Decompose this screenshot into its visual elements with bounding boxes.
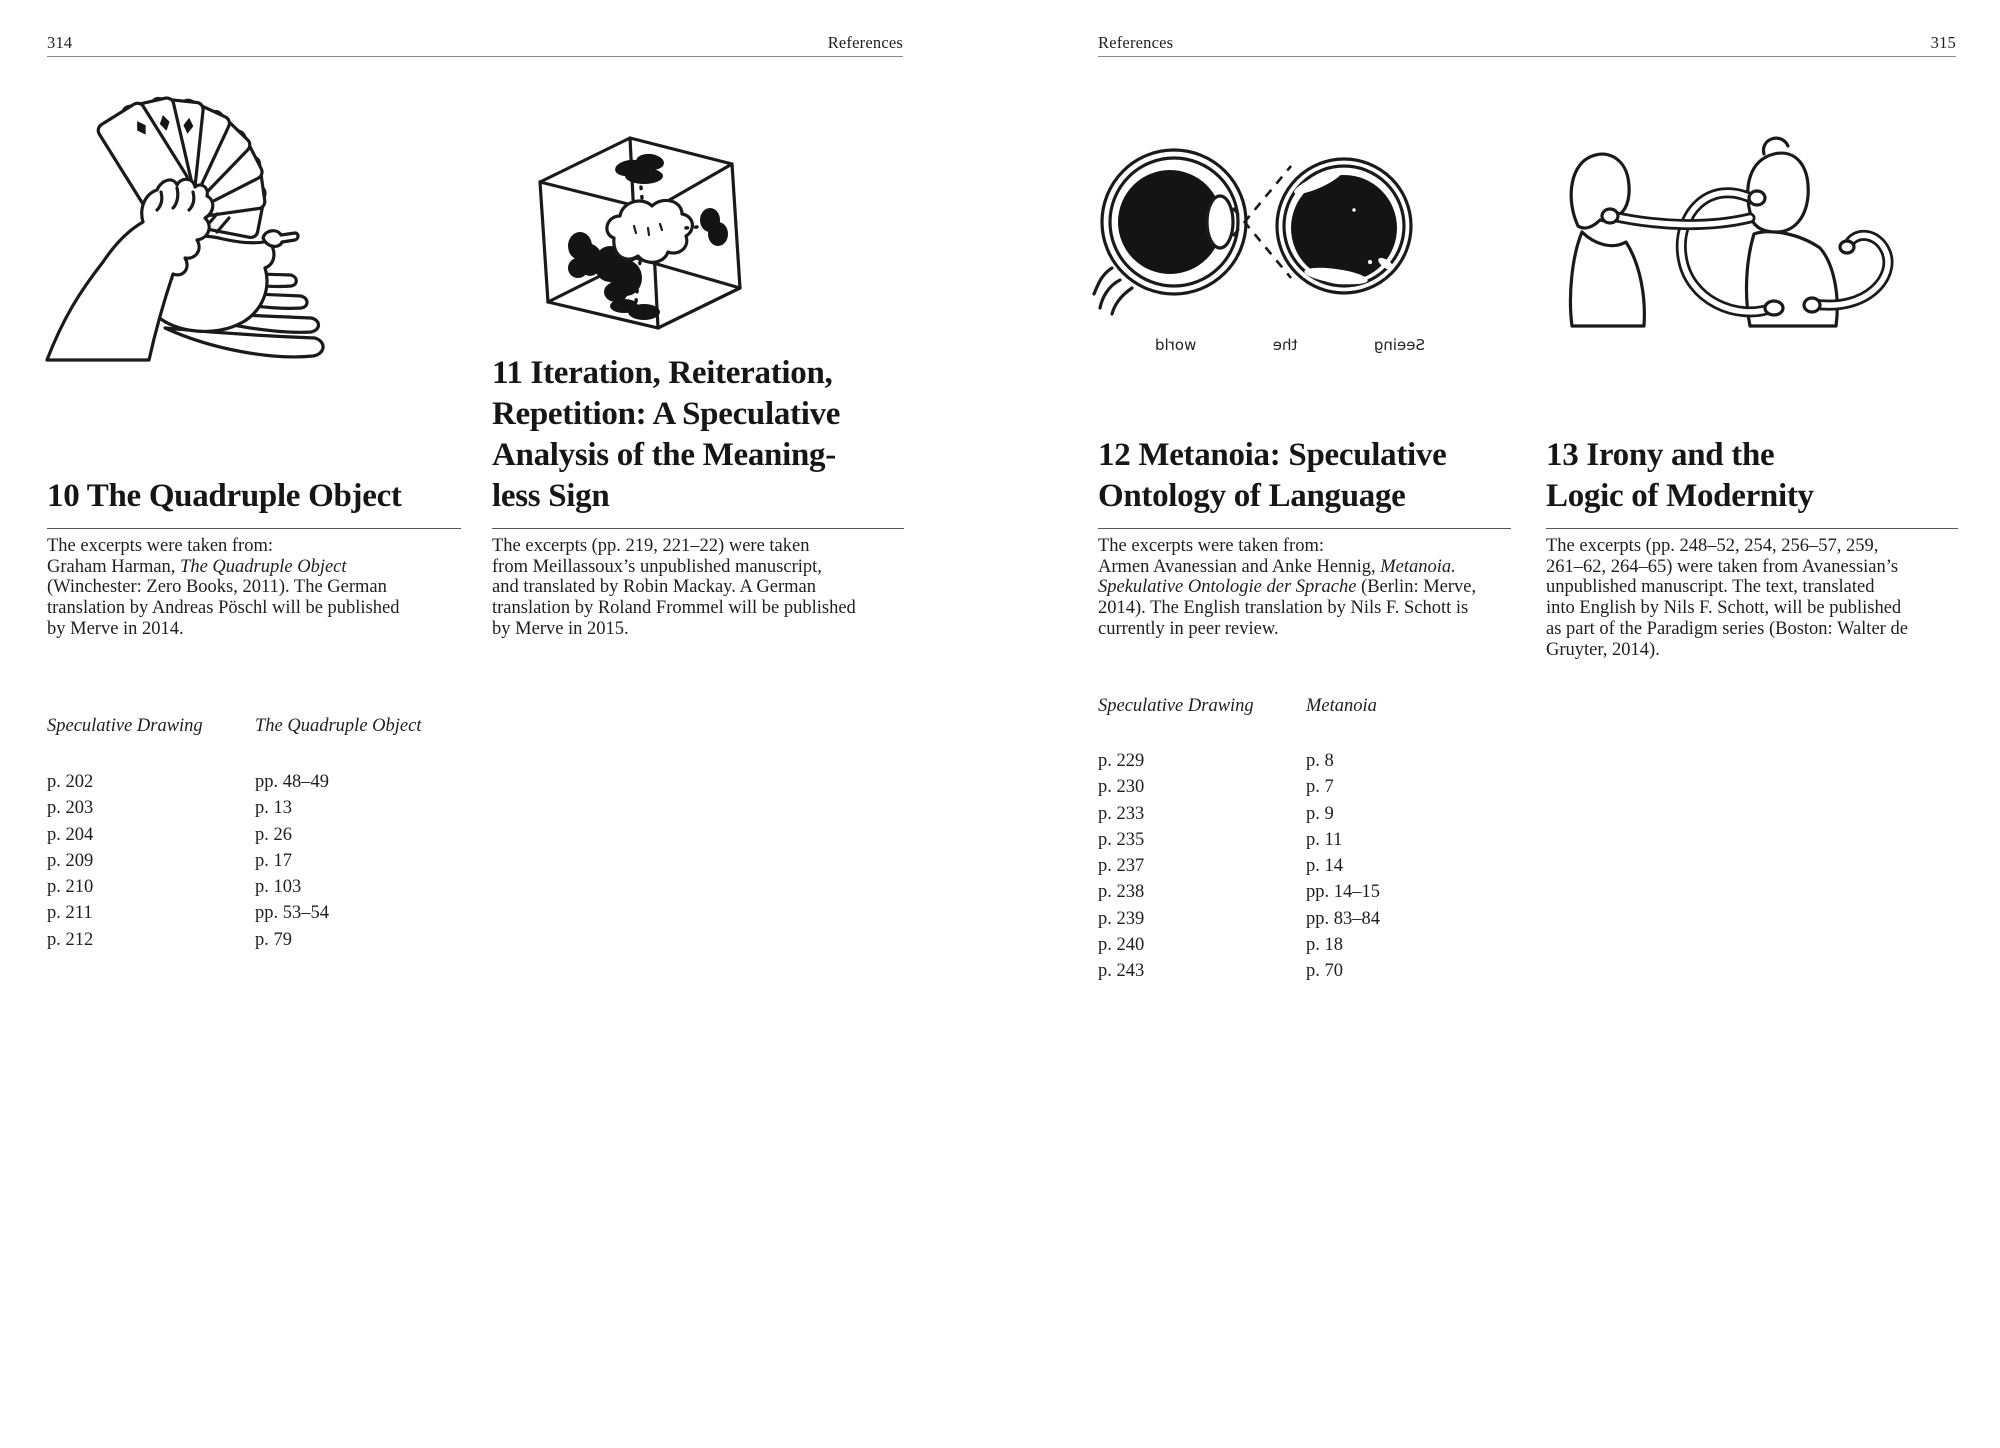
text-line: into English by Nils F. Schott, will be published bbox=[1546, 598, 1902, 619]
table-cell: p. 235 bbox=[1098, 829, 1145, 850]
text-line: unpublished manuscript. The text, translated bbox=[1546, 577, 1875, 598]
table-cell: p. 204 bbox=[47, 824, 94, 845]
hand-cards-dove-drawing bbox=[45, 92, 355, 372]
table-cell: pp. 14–15 bbox=[1306, 882, 1380, 903]
table-row bbox=[47, 848, 467, 874]
table-cell: p. 237 bbox=[1098, 856, 1145, 877]
text-line: 10 The Quadruple Object bbox=[47, 478, 402, 514]
table-12-col2-header: Metanoia bbox=[1306, 696, 1377, 716]
header-rule-left bbox=[47, 56, 903, 57]
text-line: by Merve in 2014. bbox=[47, 618, 184, 639]
table-row bbox=[47, 927, 467, 953]
table-cell: p. 238 bbox=[1098, 882, 1145, 903]
text-line: The excerpts (pp. 219, 221–22) were taken bbox=[492, 536, 810, 556]
bust-left-icon bbox=[1570, 154, 1644, 326]
table-10-col2-header: The Quadruple Object bbox=[255, 716, 422, 736]
text-line: 2014). The English translation by Nils F. Schott is bbox=[1098, 598, 1469, 619]
table-row bbox=[47, 795, 467, 821]
table-cell: p. 240 bbox=[1098, 935, 1145, 956]
text-line: Analysis of the Meaning- bbox=[492, 437, 836, 473]
table-row bbox=[47, 769, 467, 795]
table-cell: p. 9 bbox=[1306, 803, 1334, 824]
table-cell: p. 26 bbox=[255, 824, 292, 845]
running-header-right: References bbox=[1098, 33, 1174, 52]
section-11-paragraph bbox=[492, 536, 937, 640]
table-row bbox=[1098, 853, 1518, 879]
section-13-paragraph bbox=[1546, 536, 1991, 660]
table-cell: p. 212 bbox=[47, 929, 94, 950]
table-10-col1-header: Speculative Drawing bbox=[47, 716, 203, 736]
running-header-left: References bbox=[827, 33, 903, 52]
text-line: (Winchester: Zero Books, 2011). The German bbox=[47, 577, 387, 598]
text-line: Logic of Modernity bbox=[1546, 478, 1814, 514]
table-12-col1-header: Speculative Drawing bbox=[1098, 696, 1254, 716]
table-row bbox=[1098, 879, 1518, 905]
page-number-right: 315 bbox=[1930, 33, 1956, 52]
table-row bbox=[1098, 748, 1518, 774]
table-cell: pp. 53–54 bbox=[255, 903, 329, 924]
table-cell: p. 211 bbox=[47, 903, 93, 924]
text-line: 12 Metanoia: Speculative bbox=[1098, 437, 1447, 473]
table-cell: p. 14 bbox=[1306, 856, 1343, 877]
table-cell: p. 230 bbox=[1098, 777, 1145, 798]
table-row bbox=[1098, 958, 1518, 984]
text-line: and translated by Robin Mackay. A German bbox=[492, 577, 817, 598]
text-line: Ontology of Language bbox=[1098, 478, 1406, 514]
text-line: Repetition: A Speculative bbox=[492, 396, 841, 432]
table-cell: p. 103 bbox=[255, 877, 302, 898]
table-cell: p. 17 bbox=[255, 850, 292, 871]
table-cell: p. 203 bbox=[47, 798, 94, 819]
eye-label-word: Seeing bbox=[1373, 336, 1425, 354]
table-cell: p. 13 bbox=[255, 798, 292, 819]
eye-label-word: the bbox=[1272, 336, 1298, 354]
text-line: from Meillassoux’s unpublished manuscript, bbox=[492, 556, 822, 577]
table-cell: p. 8 bbox=[1306, 751, 1334, 771]
table-cell: p. 11 bbox=[1306, 829, 1343, 850]
eye-labels-mirrored bbox=[1155, 336, 1425, 354]
table-row bbox=[1098, 801, 1518, 827]
table-cell: p. 18 bbox=[1306, 935, 1343, 956]
section-11-heading bbox=[492, 353, 932, 517]
table-cell: p. 233 bbox=[1098, 803, 1145, 824]
text-line: Spekulative Ontologie der Sprache (Berlin: Merve, bbox=[1098, 577, 1477, 598]
section-10-paragraph bbox=[47, 536, 492, 640]
table-cell: p. 243 bbox=[1098, 961, 1145, 982]
section-13-heading bbox=[1546, 435, 1986, 517]
table-cell: p. 79 bbox=[255, 929, 292, 950]
text-line: translation by Andreas Pöschl will be published bbox=[47, 598, 400, 619]
text-line: 261–62, 264–65) were taken from Avanessian’s bbox=[1546, 556, 1899, 577]
table-cell: p. 7 bbox=[1306, 777, 1334, 798]
table-12-header bbox=[1098, 696, 1518, 717]
table-row bbox=[1098, 906, 1518, 932]
table-row bbox=[1098, 827, 1518, 853]
cube-blobs-drawing bbox=[526, 106, 756, 338]
page-number-left: 314 bbox=[47, 33, 73, 52]
text-line: Gruyter, 2014). bbox=[1546, 639, 1660, 660]
text-line: The excerpts (pp. 248–52, 254, 256–57, 259, bbox=[1546, 536, 1879, 556]
table-cell: p. 229 bbox=[1098, 751, 1145, 771]
text-line: The excerpts were taken from: bbox=[47, 536, 274, 556]
table-12-body bbox=[1098, 748, 1518, 985]
text-line: 13 Irony and the bbox=[1546, 437, 1775, 473]
table-10-body bbox=[47, 769, 467, 953]
table-row bbox=[1098, 774, 1518, 800]
table-cell: p. 239 bbox=[1098, 908, 1145, 929]
section-12-paragraph bbox=[1098, 536, 1543, 640]
text-line: Armen Avanessian and Anke Hennig, Metanoia. bbox=[1098, 556, 1456, 577]
text-line: The excerpts were taken from: bbox=[1098, 536, 1325, 556]
table-cell: p. 202 bbox=[47, 772, 94, 792]
table-cell: p. 209 bbox=[47, 850, 94, 871]
table-cell: p. 210 bbox=[47, 877, 94, 898]
section-11-rule bbox=[492, 528, 904, 529]
lens-icon bbox=[1207, 196, 1233, 248]
left-eye-icon bbox=[1094, 150, 1246, 314]
table-row bbox=[47, 822, 467, 848]
text-line: Graham Harman, The Quadruple Object bbox=[47, 556, 347, 577]
text-line: 11 Iteration, Reiteration, bbox=[492, 355, 833, 391]
table-row bbox=[47, 900, 467, 926]
section-12-heading bbox=[1098, 435, 1538, 517]
dashed-rays-icon bbox=[1233, 166, 1291, 278]
table-row bbox=[47, 874, 467, 900]
right-eye-icon bbox=[1277, 159, 1411, 293]
section-10-heading bbox=[47, 476, 487, 517]
table-cell: pp. 83–84 bbox=[1306, 908, 1380, 929]
section-13-rule bbox=[1546, 528, 1958, 529]
eye-label-word: world bbox=[1155, 336, 1197, 354]
eyes-cross-section-drawing bbox=[1092, 110, 1444, 318]
cloud-icon bbox=[607, 200, 693, 262]
bust-right-icon bbox=[1747, 138, 1838, 326]
section-12-rule bbox=[1098, 528, 1511, 529]
text-line: translation by Roland Frommel will be published bbox=[492, 598, 856, 619]
section-10-rule bbox=[47, 528, 461, 529]
table-10-header bbox=[47, 716, 467, 737]
figures-tubes-drawing bbox=[1548, 116, 1950, 344]
text-line: by Merve in 2015. bbox=[492, 618, 629, 639]
text-line: currently in peer review. bbox=[1098, 618, 1279, 639]
text-line: less Sign bbox=[492, 478, 610, 514]
text-line: as part of the Paradigm series (Boston: Walter de bbox=[1546, 618, 1908, 639]
table-cell: pp. 48–49 bbox=[255, 772, 329, 792]
header-rule-right bbox=[1098, 56, 1956, 57]
table-row bbox=[1098, 932, 1518, 958]
table-cell: p. 70 bbox=[1306, 961, 1343, 982]
